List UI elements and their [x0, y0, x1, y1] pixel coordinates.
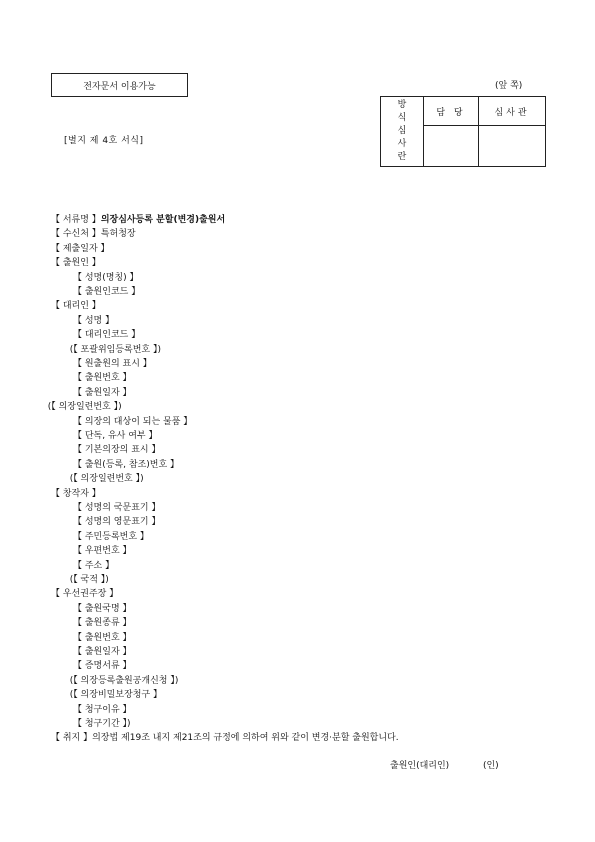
form-field-line	[70, 687, 162, 700]
person-in-charge-signature-cell[interactable]	[424, 126, 479, 167]
form-field-label: 【 출원번호 】	[73, 632, 132, 643]
form-field-line	[51, 255, 101, 268]
form-field-label: 【 주소 】	[73, 560, 115, 571]
review-method-char: 사	[397, 139, 407, 149]
form-field-line	[51, 486, 101, 499]
form-field-label: 【 증명서류 】	[73, 661, 132, 672]
form-field-line	[73, 601, 132, 614]
form-field-label: (【 국적 】)	[69, 575, 109, 585]
form-field-line	[73, 370, 132, 383]
electronic-document-label: 전자문서 이용가능	[51, 73, 188, 97]
form-field-label: 【 청구이유 】	[73, 704, 132, 715]
form-field-label: 【 성명의 국문표기 】	[73, 503, 161, 513]
form-field-label: 【 제출일자 】	[51, 243, 110, 254]
form-field-line	[73, 414, 192, 427]
form-field-line	[70, 342, 161, 355]
form-field-label: 【 출원종류 】	[73, 618, 132, 629]
form-field-line	[73, 529, 149, 542]
form-field-label: 【 대리인코드 】	[73, 330, 141, 341]
form-field-label: 【 출원번호 】	[73, 373, 132, 384]
form-field-label: 【 출원(등록, 참조)번호 】	[73, 459, 180, 470]
review-method-cell	[381, 97, 424, 167]
form-field-line	[73, 442, 160, 455]
form-field-line	[51, 241, 110, 254]
form-field-label: 【 성명의 영문표기 】	[73, 517, 161, 528]
form-field-label: 【 원출원의 표시 】	[73, 359, 152, 369]
form-field-label: 【 출원일자 】	[73, 387, 132, 398]
form-field-line	[73, 356, 152, 369]
form-field-line	[48, 399, 122, 412]
form-field-line	[73, 327, 140, 340]
form-field-line	[73, 428, 157, 441]
form-field-line	[51, 226, 136, 239]
form-field-line	[51, 586, 118, 599]
form-field-label: (【 의장비밀보장청구 】	[69, 690, 162, 701]
form-field-line	[73, 270, 139, 283]
form-field-label: 【 주민등록번호 】	[73, 531, 149, 542]
signature-line	[390, 758, 499, 771]
form-field-line	[51, 730, 399, 743]
form-field-label: 【 기본의장의 표시 】	[73, 445, 161, 456]
form-field-line	[73, 702, 132, 715]
form-field-line	[70, 471, 144, 484]
form-field-line	[73, 658, 132, 671]
form-field-line	[73, 630, 132, 643]
front-side-label: (앞 쪽)	[495, 81, 523, 91]
review-method-char: 심	[397, 126, 407, 136]
review-method-char: 란	[397, 152, 407, 162]
form-field-label: 【 출원인 】	[51, 258, 101, 269]
person-in-charge-header: 담 당	[424, 97, 479, 126]
form-field-label: (【 의장일련번호 】)	[47, 402, 122, 413]
form-field-line	[51, 298, 101, 311]
form-field-line	[73, 313, 114, 326]
form-field-label: (【 의장등록출원공개신청 】)	[69, 675, 179, 686]
form-field-line	[73, 284, 140, 297]
form-field-line	[73, 615, 132, 628]
form-number: [별지 제 4호 서식]	[64, 136, 144, 146]
form-field-line	[73, 385, 132, 398]
form-field-label: (【 포괄위임등록번호 】)	[69, 344, 161, 355]
form-field-label: (【 의장일련번호 】)	[69, 474, 144, 485]
form-field-line	[73, 543, 132, 556]
form-field-label: 【 출원일자 】	[73, 647, 132, 657]
form-field-line	[73, 500, 160, 513]
form-field-label: 【 우편번호 】	[73, 546, 132, 557]
review-table	[380, 96, 546, 167]
form-field-label: 【 출원국명 】	[73, 603, 132, 614]
form-field-label: 【 수신처 】특허청장	[51, 229, 136, 240]
form-field-label: 【 출원인코드 】	[73, 287, 141, 297]
form-field-line	[73, 457, 179, 470]
form-field-label: 【 성명(명칭) 】	[73, 272, 139, 283]
form-field-line	[70, 673, 179, 686]
form-field-label: 【 취지 】의장법 제19조 내지 제21조의 규정에 의하여 위와 같이 변경·분할 출원합니다.	[51, 733, 399, 744]
document-title: 의장심사등록 분할(변경)출원서	[100, 215, 226, 225]
review-method-char: 식	[397, 113, 407, 123]
form-field-label: 【 서류명 】	[51, 215, 101, 225]
form-field-label: 【 창작자 】	[51, 488, 101, 499]
review-method-char: 방	[397, 100, 407, 110]
form-field-label: 【 우선권주장 】	[51, 589, 119, 600]
form-field-line	[70, 572, 109, 585]
examiner-header: 심사관	[479, 97, 546, 126]
form-field-label: 【 대리인 】	[51, 301, 101, 312]
form-field-label: 【 의장의 대상이 되는 물품 】	[73, 416, 193, 427]
form-field-line	[73, 514, 160, 527]
form-field-label: 【 단독, 유사 여부 】	[73, 431, 158, 441]
form-field-line	[73, 716, 131, 729]
form-field-label: 【 청구기간 】)	[73, 719, 131, 729]
form-field-line	[51, 212, 225, 225]
applicant-label: 출원인(대리인)	[390, 761, 450, 771]
form-field-line	[73, 558, 114, 571]
seal-mark: (인)	[482, 761, 499, 771]
form-field-line	[73, 644, 132, 657]
examiner-signature-cell[interactable]	[479, 126, 546, 167]
form-field-label: 【 성명 】	[73, 315, 115, 326]
